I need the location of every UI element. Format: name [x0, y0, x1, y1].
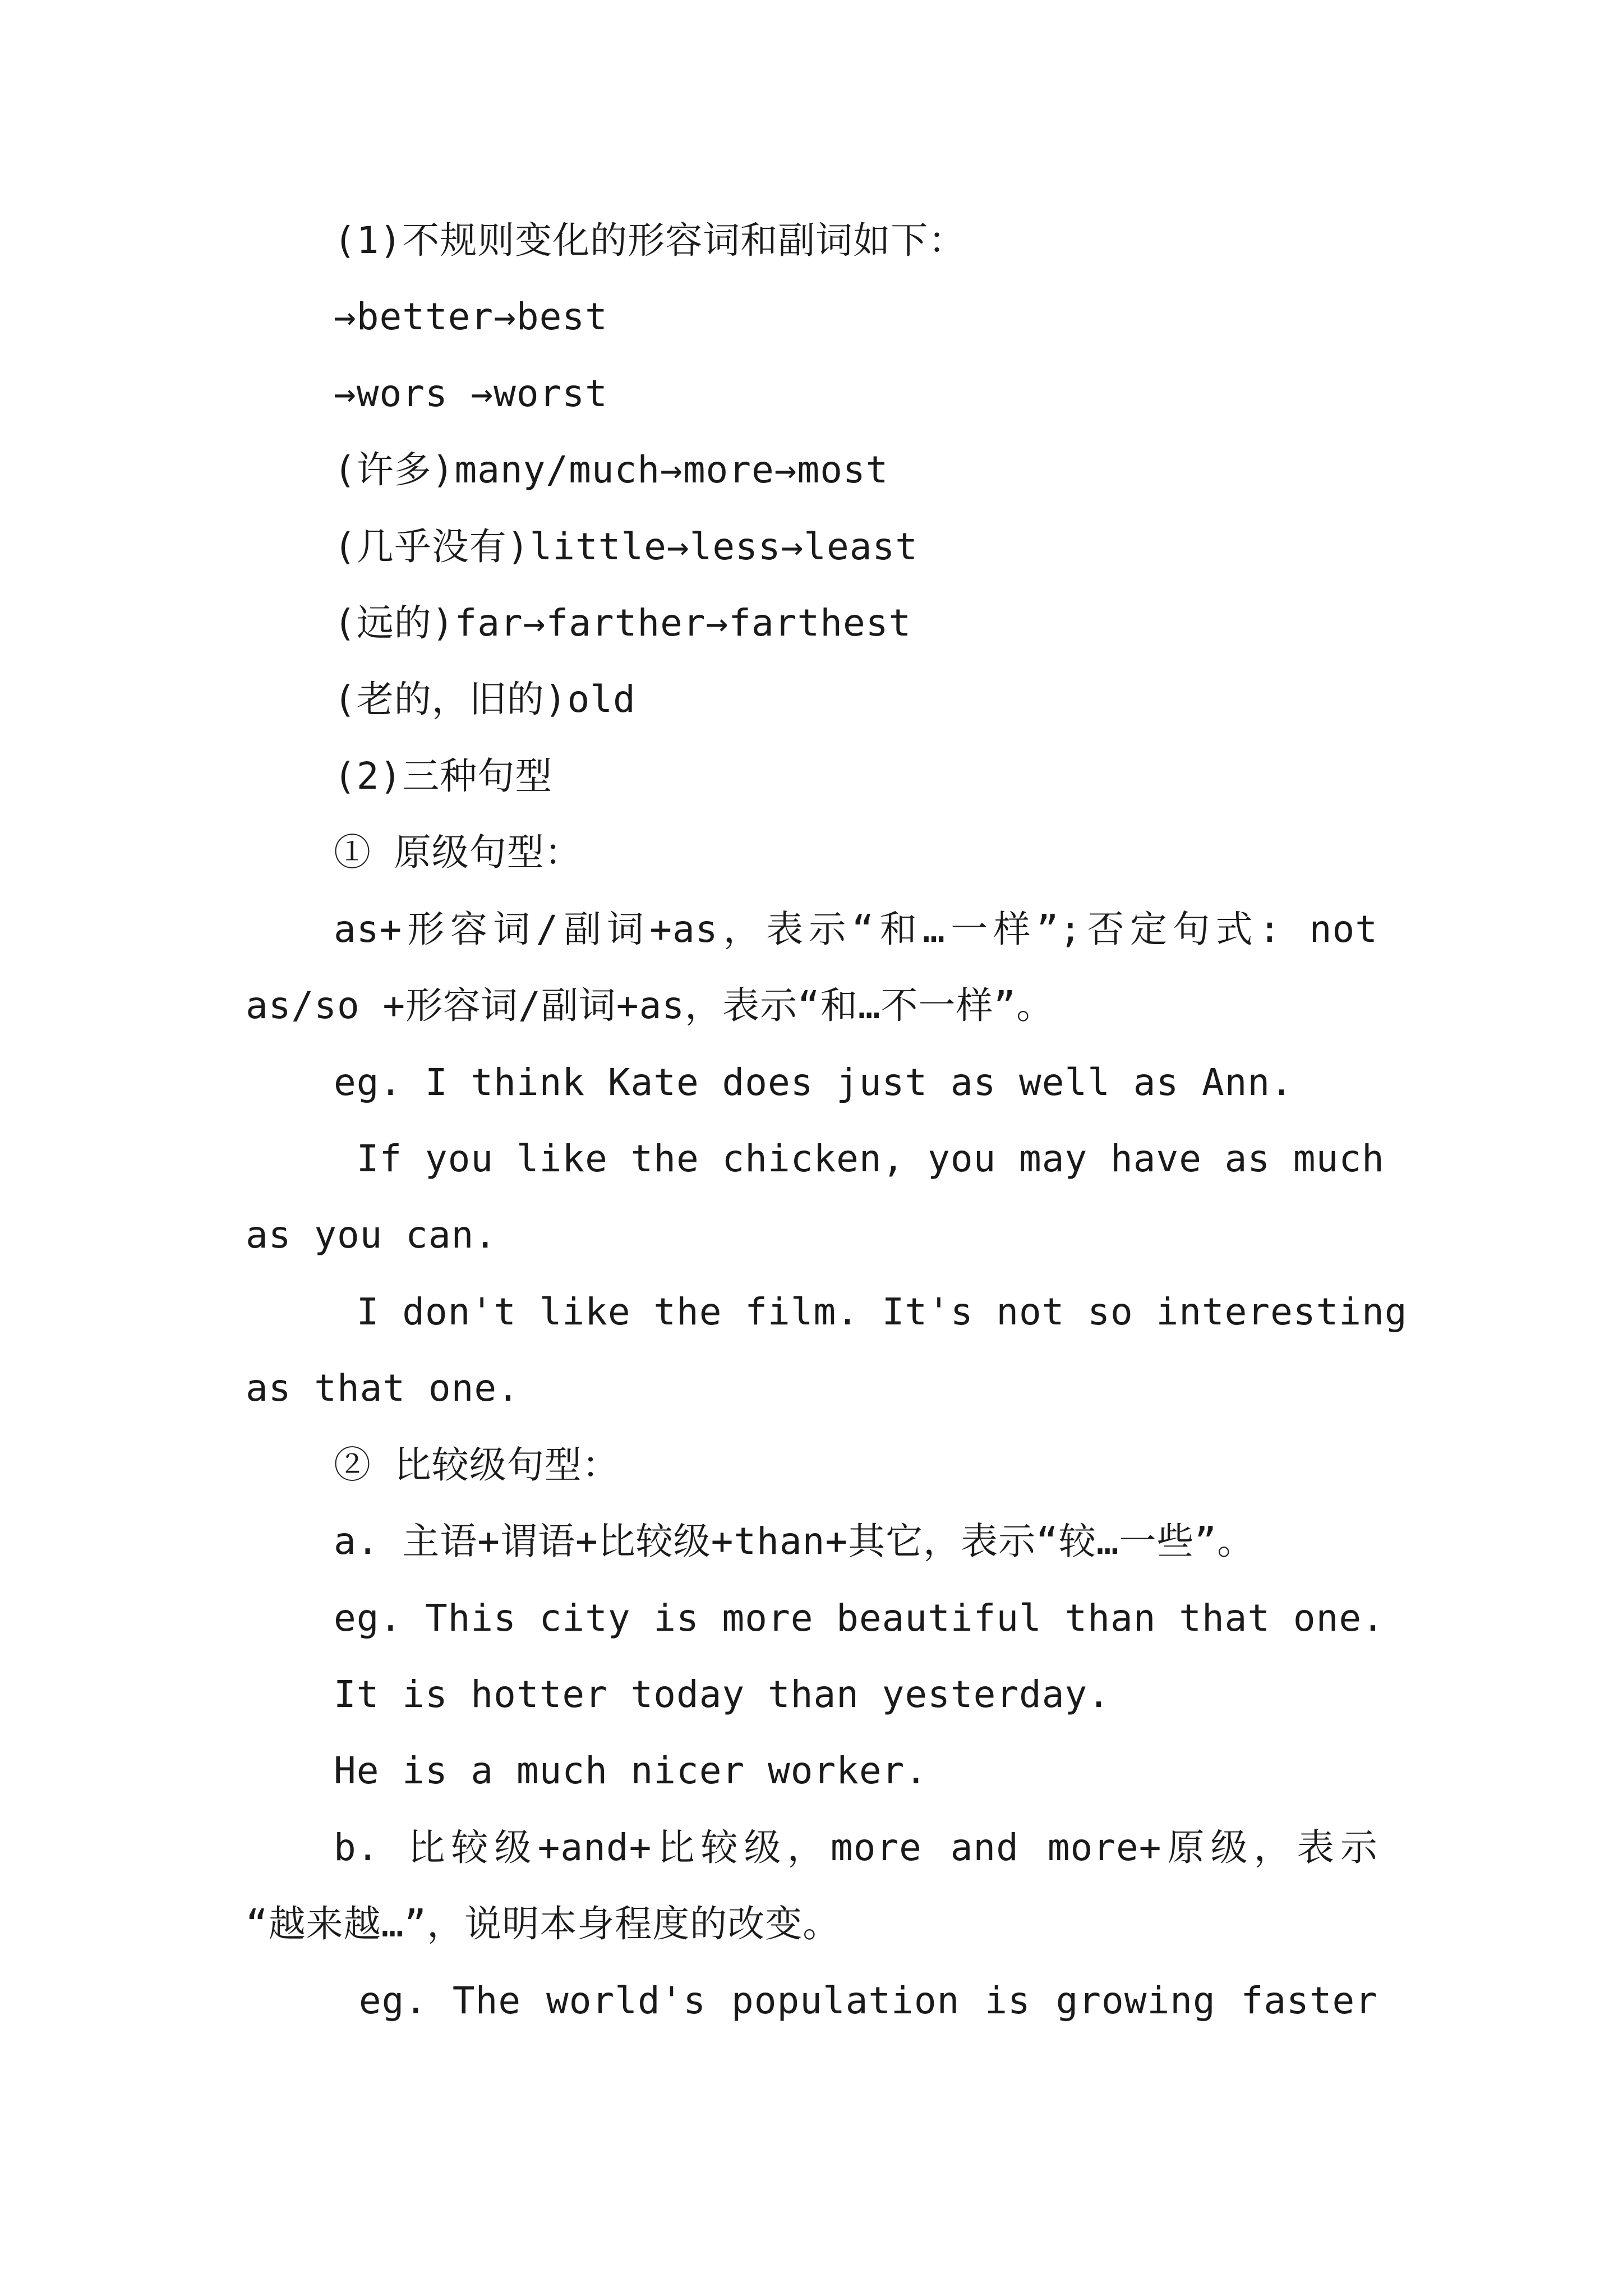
- text-line: “越来越…”，说明本身程度的改变。: [246, 1902, 841, 1945]
- text-line: as+形容词/副词+as，表示“和…一样”;否定句式: not: [334, 908, 1378, 951]
- text-line: eg. This city is more beautiful than that one.: [334, 1596, 1385, 1640]
- text-line: It is hotter today than yesterday.: [334, 1673, 1111, 1716]
- text-line: eg. The world's population is growing faster: [334, 1979, 1378, 2022]
- text-line: ① 原级句型：: [334, 831, 582, 874]
- text-line: If you like the chicken, you may have as much: [334, 1137, 1385, 1180]
- text-line: (许多)many/much→more→most: [334, 448, 889, 491]
- text-line: →better→best: [334, 295, 608, 338]
- text-line: (2)三种句型: [334, 754, 553, 798]
- text-line: He is a much nicer worker.: [334, 1749, 928, 1792]
- text-line: (1)不规则变化的形容词和副词如下：: [334, 219, 966, 262]
- text-line: ② 比较级句型：: [334, 1443, 620, 1487]
- text-line: (老的，旧的)old: [334, 678, 636, 721]
- text-line: I don't like the film. It's not so interesting: [334, 1290, 1408, 1333]
- text-line: as/so +形容词/副词+as，表示“和…不一样”。: [246, 984, 1054, 1027]
- text-line: as that one.: [246, 1366, 520, 1410]
- text-line: →wors →worst: [334, 372, 608, 415]
- text-line: as you can.: [246, 1213, 497, 1257]
- text-line: (远的)far→farther→farthest: [334, 601, 912, 645]
- text-line: eg. I think Kate does just as well as Ann.: [334, 1061, 1293, 1104]
- text-line: a. 主语+谓语+比较级+than+其它，表示“较…一些”。: [334, 1520, 1255, 1563]
- text-line: (几乎没有)little→less→least: [334, 525, 918, 568]
- text-line: b. 比较级+and+比较级，more and more+原级，表示: [334, 1826, 1378, 1869]
